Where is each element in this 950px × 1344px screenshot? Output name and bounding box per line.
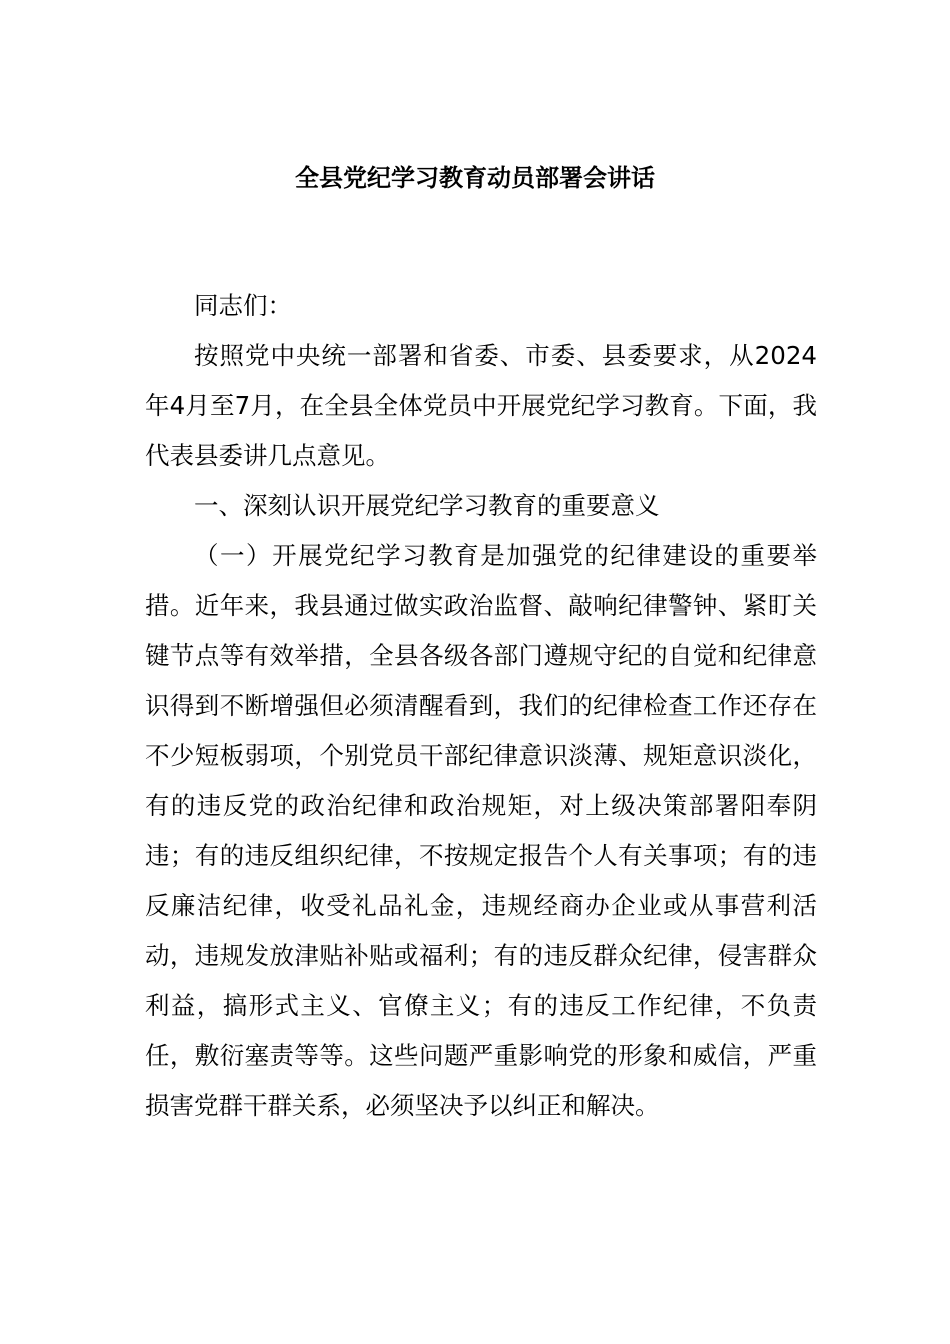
salutation: 同志们： [194,291,292,320]
paragraph-section-1-1: （一）开展党纪学习教育是加强党的纪律建设的重要举措。近年来，我县通过做实政治监督、敲响纪律警钟、紧盯关键节点等有效举措，全县各级各部门遵规守纪的自觉和纪律意识得到不断增强但必须清醒看到，我们的纪律检查工作还存在不少短板弱项，个别党员干部纪律意识淡薄、规矩意识淡化，有的违反党的政治纪律和政治规矩，对上级决策部署阳奉阴违；有的违反组织纪律，不按规定报告个人有关事项；有的违反廉洁纪律，收受礼品礼金，违规经商办企业或从事营利活动，违规发放津贴补贴或福利；有的违反群众纪律，侵害群众利益，搞形式主义、官僚主义；有的违反工作纪律，不负责任，敷衍塞责等等。这些问题严重影响党的形象和威信，严重损害党群干群关系，必须坚决予以纠正和解决。 [145,541,817,1120]
paragraph-intro: 按照党中央统一部署和省委、市委、县委要求，从2024年4月至7月，在全县全体党员中开展党纪学习教育。下面，我代表县委讲几点意见。 [145,341,817,470]
document-title: 全县党纪学习教育动员部署会讲话 [295,164,655,192]
document-body [145,281,817,1131]
section-heading-1: 一、深刻认识开展党纪学习教育的重要意义 [194,491,660,520]
